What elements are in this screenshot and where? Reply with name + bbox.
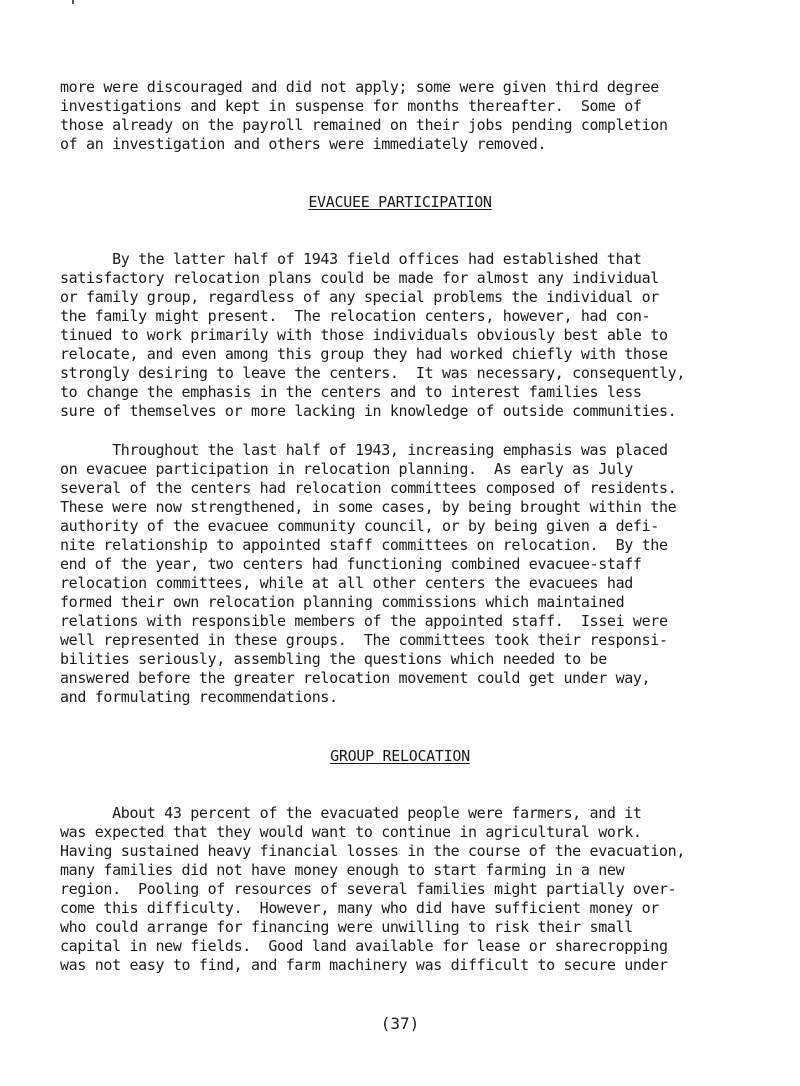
text-line: several of the centers had relocation committees composed of residents. <box>60 479 677 497</box>
text-line: bilities seriously, assembling the questions which needed to be <box>60 650 607 668</box>
text-line: capital in new fields. Good land available for lease or sharecropping <box>60 937 668 955</box>
text-line: the family might present. The relocation centers, however, had con- <box>60 307 651 325</box>
text-line: come this difficulty. However, many who did have sufficient money or <box>60 899 659 917</box>
text-line: nite relationship to appointed staff committees on relocation. By the <box>60 536 668 554</box>
heading-text: EVACUEE PARTICIPATION <box>308 193 492 211</box>
paragraph-1 <box>60 78 750 154</box>
paragraph-4 <box>60 804 750 975</box>
text-line: was expected that they would want to continue in agricultural work. <box>60 823 642 841</box>
text-line: and formulating recommendations. <box>60 688 338 706</box>
text-line: those already on the payroll remained on their jobs pending completion <box>60 116 668 134</box>
text-line: on evacuee participation in relocation planning. As early as July <box>60 460 633 478</box>
text-line: tinued to work primarily with those individuals obviously best able to <box>60 326 668 344</box>
text-line: answered before the greater relocation movement could get under way, <box>60 669 651 687</box>
text-line: Having sustained heavy financial losses in the course of the evacuation, <box>60 842 686 860</box>
text-line: investigations and kept in suspense for months thereafter. Some of <box>60 97 642 115</box>
text-line: satisfactory relocation plans could be made for almost any individual <box>60 269 659 287</box>
paragraph-3 <box>60 441 750 707</box>
text-line: authority of the evacuee community council, or by being given a defi- <box>60 517 659 535</box>
page-number: (37) <box>380 1014 420 1033</box>
scan-mark <box>72 0 74 4</box>
paragraph-2 <box>60 250 750 421</box>
text-line: Throughout the last half of 1943, increasing emphasis was placed <box>60 441 668 459</box>
text-line: end of the year, two centers had functioning combined evacuee-staff <box>60 555 642 573</box>
text-line: About 43 percent of the evacuated people were farmers, and it <box>60 804 642 822</box>
text-line: many families did not have money enough to start farming in a new <box>60 861 625 879</box>
text-line: These were now strengthened, in some cases, by being brought within the <box>60 498 677 516</box>
text-line: relations with responsible members of the appointed staff. Issei were <box>60 612 668 630</box>
text-line: relocation committees, while at all other centers the evacuees had <box>60 574 633 592</box>
text-line: sure of themselves or more lacking in knowledge of outside communities. <box>60 402 677 420</box>
text-line: of an investigation and others were immediately removed. <box>60 135 547 153</box>
text-line: well represented in these groups. The committees took their responsi- <box>60 631 668 649</box>
text-line: was not easy to find, and farm machinery was difficult to secure under <box>60 956 668 974</box>
text-line: or family group, regardless of any special problems the individual or <box>60 288 659 306</box>
text-line: strongly desiring to leave the centers. It was necessary, consequently, <box>60 364 686 382</box>
section-heading-evacuee-participation <box>0 193 800 212</box>
text-line: region. Pooling of resources of several families might partially over- <box>60 880 677 898</box>
text-line: By the latter half of 1943 field offices had established that <box>60 250 642 268</box>
heading-text: GROUP RELOCATION <box>330 747 470 765</box>
text-line: relocate, and even among this group they had worked chiefly with those <box>60 345 668 363</box>
text-line: who could arrange for financing were unwilling to risk their small <box>60 918 633 936</box>
section-heading-group-relocation <box>0 747 800 766</box>
text-line: to change the emphasis in the centers and to interest families less <box>60 383 642 401</box>
text-line: more were discouraged and did not apply; some were given third degree <box>60 78 659 96</box>
text-line: formed their own relocation planning commissions which maintained <box>60 593 625 611</box>
